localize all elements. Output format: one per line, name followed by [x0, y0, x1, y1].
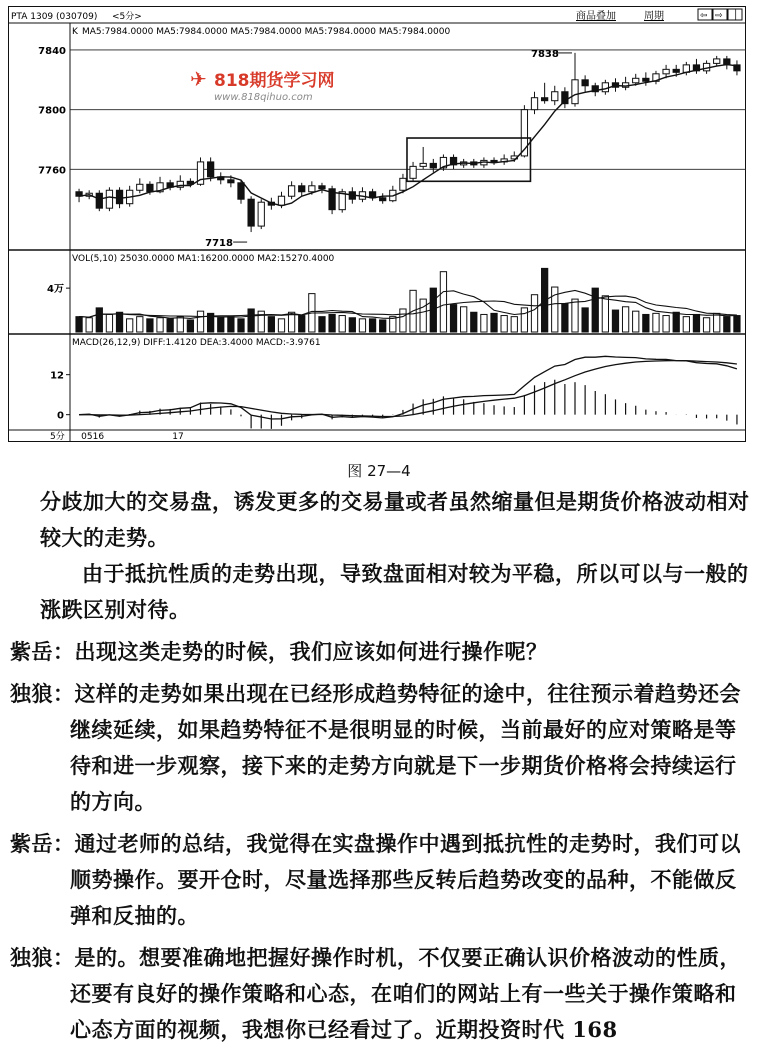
macd-tick-label: 12 [50, 370, 64, 382]
ma-legend: MA5:7984.0000 MA5:7984.0000 MA5:7984.0000 MA5:7984.0000 MA5:7984.0000 [82, 27, 451, 37]
candle-down [430, 163, 436, 167]
volume-bar [349, 318, 355, 332]
dialogue-line [10, 826, 752, 934]
volume-bar [703, 318, 709, 332]
candle-down [491, 160, 497, 161]
candle-up [602, 83, 608, 92]
candle-up [278, 196, 284, 205]
volume-bar [167, 319, 173, 332]
dialogue-line [10, 634, 752, 670]
chart-frame [9, 7, 746, 442]
instrument-label: PTA 1309 (030709) [11, 12, 98, 22]
speaker-name: 独狼： [10, 681, 75, 706]
volume-bar [633, 311, 639, 332]
dialogue-text: 是的。想要准确地把握好操作时机，不仅要正确认识价格波动的性质，还要有良好的操作策略和心态，在咱们的网站上有一些关于操作策略和心态方面的视频，我想你已经看过了。近期投资时代 168 [70, 945, 741, 1042]
volume-bar [552, 287, 558, 332]
candle-down [207, 162, 213, 177]
candle-down [643, 78, 649, 81]
volume-bar [501, 316, 507, 332]
figure-caption: 图 27—4 [347, 462, 411, 480]
candle-up [106, 190, 112, 208]
annotation-low-label: 7718 [205, 238, 233, 250]
candle-up [420, 163, 426, 166]
price-tick-label: 7760 [38, 165, 66, 177]
candle-up [288, 186, 294, 196]
macd-legend: MACD(26,12,9) DIFF:1.4120 DEA:3.4000 MACD:-3.9761 [72, 338, 321, 348]
candle-up [258, 202, 264, 226]
dialogue-text: 通过老师的总结，我觉得在实盘操作中遇到抵抗性的走势时，我们可以顺势操作。要开仓时，尽量选择那些反转后趋势改变的品种，不能做反弹和反抽的。 [70, 831, 741, 928]
volume-bar [491, 313, 497, 332]
volume-legend: VOL(5,10) 25030.0000 MA1:16200.0000 MA2:15270.4000 [72, 254, 335, 264]
volume-bar [582, 308, 588, 332]
nav-right-icon: ⇨ [715, 11, 723, 21]
volume-bar [653, 313, 659, 332]
volume-bar [471, 312, 477, 332]
price-tick-label: 7840 [38, 45, 66, 57]
candle-up [714, 59, 720, 63]
dialogue-text: 这样的走势如果出现在已经形成趋势特征的途中，往往预示着趋势还会继续延续，如果趋势特征不是很明显的时候，当前最好的应对策略是等待和进一步观察，接下来的走势方向就是下一步期货价格将会持续运行的方向。 [70, 681, 741, 814]
candle-up [552, 92, 558, 101]
volume-bar [562, 303, 568, 332]
volume-bar [450, 305, 456, 332]
volume-bar [319, 317, 325, 332]
period-label: <5分> [112, 12, 142, 22]
volume-bar [339, 316, 345, 332]
volume-bar [612, 310, 618, 332]
volume-bar [127, 319, 133, 332]
volume-bar [76, 317, 82, 332]
candle-down [541, 98, 547, 101]
overlay-button[interactable]: 商品叠加 [576, 11, 616, 22]
volume-bar [238, 319, 244, 332]
volume-tick-label: 4万 [47, 284, 64, 296]
candle-down [673, 69, 679, 72]
annotation-high-label: 7838 [531, 48, 559, 60]
candle-up [633, 78, 639, 82]
volume-bar [622, 307, 628, 332]
volume-bar [218, 318, 224, 332]
watermark-logo-icon: ✈ [190, 67, 207, 91]
volume-bar [268, 317, 274, 332]
volume-bar [420, 299, 426, 332]
candle-up [309, 186, 315, 192]
nav-buttons [698, 9, 742, 21]
candle-down [116, 190, 122, 203]
candle-down [380, 198, 386, 201]
dialogue-line [10, 676, 752, 820]
price-tick-label: 7800 [38, 105, 66, 117]
volume-bar [531, 295, 537, 332]
x-axis-period-label: 5分 [50, 432, 65, 442]
candle-down [228, 180, 234, 183]
watermark-url: www.818qihuo.com [214, 92, 313, 103]
volume-bar [602, 296, 608, 332]
candle-down [319, 186, 325, 189]
volume-bar [693, 314, 699, 332]
candle-down [147, 184, 153, 191]
paragraph-1: 分歧加大的交易盘，诱发更多的交易量或者虽然缩量但是期货价格波动相对较大的走势。 [40, 489, 750, 550]
volume-bar [643, 314, 649, 332]
candle-up [410, 166, 416, 178]
candle-up [663, 69, 669, 73]
volume-bar [400, 309, 406, 332]
volume-bar [197, 311, 203, 332]
nav-left-icon: ⇦ [700, 11, 708, 21]
volume-bar [228, 317, 234, 332]
nav-end-icon: │ [733, 11, 739, 21]
volume-bar [116, 312, 122, 332]
k-label: K [72, 27, 78, 37]
volume-bar [299, 316, 305, 332]
dialogue-line [10, 940, 752, 1048]
volume-bar [724, 317, 730, 332]
volume-bar [329, 314, 335, 332]
volume-bar [380, 320, 386, 332]
x-tick-label: 0516 [81, 432, 105, 442]
speaker-name: 紫岳： [10, 639, 75, 664]
candle-down [248, 199, 254, 226]
volume-bar [592, 288, 598, 332]
volume-bar [248, 309, 254, 332]
volume-bar [461, 307, 467, 332]
candle-down [96, 193, 102, 208]
volume-bar [481, 314, 487, 332]
speaker-name: 紫岳： [10, 831, 75, 856]
candle-up [531, 98, 537, 110]
volume-bar [511, 317, 517, 332]
candle-up [572, 80, 578, 104]
volume-bar [440, 272, 446, 332]
chart-svg [8, 6, 746, 442]
candle-down [238, 183, 244, 199]
volume-bar [147, 319, 153, 332]
candle-down [562, 92, 568, 104]
watermark-title: 818期货学习网 [214, 71, 335, 91]
x-tick-label: 17 [172, 432, 184, 442]
candle-down [369, 192, 375, 198]
volume-bar [86, 318, 92, 332]
macd-tick-label: 0 [57, 410, 64, 422]
volume-bar [683, 317, 689, 332]
period-button[interactable]: 周期 [644, 11, 664, 22]
candle-up [137, 184, 143, 190]
speaker-name: 独狼： [10, 945, 75, 970]
volume-bar [521, 308, 527, 332]
volume-bar [177, 317, 183, 332]
dialogue-text: 出现这类走势的时候，我们应该如何进行操作呢？ [74, 639, 548, 664]
volume-bar [278, 319, 284, 332]
candlestick-chart [8, 6, 746, 442]
volume-bar [157, 318, 163, 332]
volume-bar [572, 299, 578, 332]
volume-bar [369, 319, 375, 332]
paragraph-2: 由于抵抗性质的走势出现，导致盘面相对较为平稳，所以可以与一般的涨跌区别对待。 [40, 561, 749, 622]
volume-bar [734, 316, 740, 332]
volume-bar [663, 316, 669, 332]
volume-bar [673, 312, 679, 332]
candle-up [400, 178, 406, 190]
candle-down [299, 186, 305, 192]
volume-bar [96, 308, 102, 332]
volume-bar [714, 313, 720, 332]
candle-down [582, 80, 588, 86]
volume-bar [359, 319, 365, 332]
body-text [10, 484, 752, 1048]
volume-bar [137, 317, 143, 332]
volume-bar [106, 314, 112, 332]
volume-bar [187, 320, 193, 332]
